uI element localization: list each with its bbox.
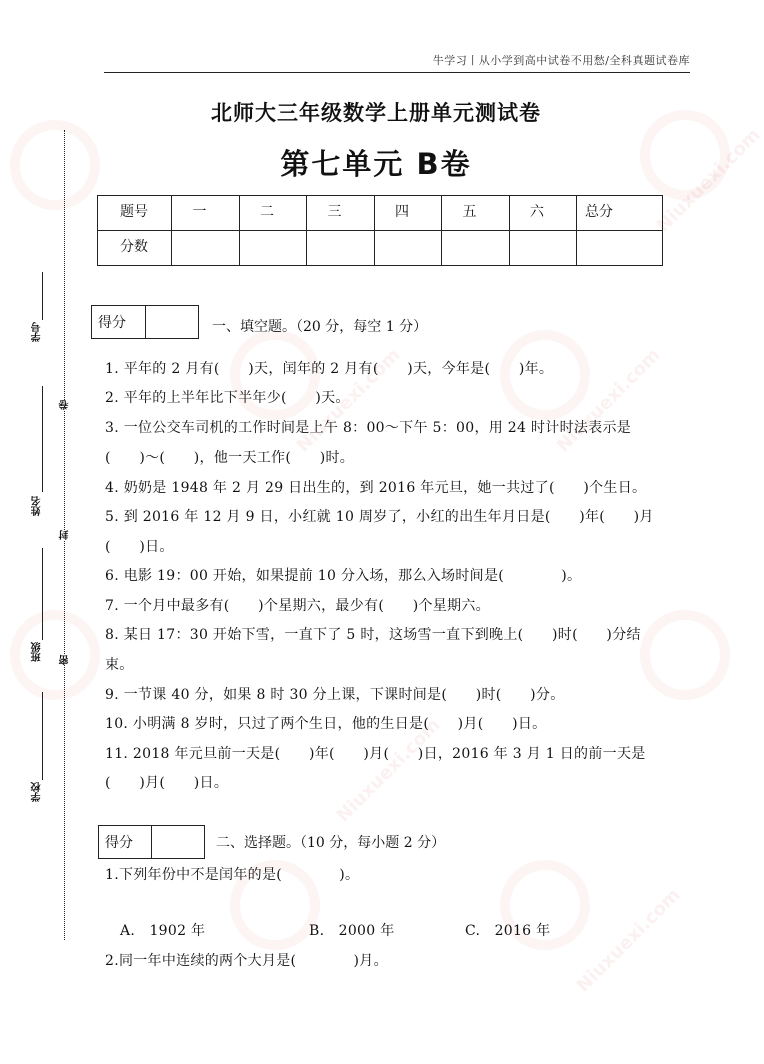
score-box-label: 得分 [99,826,152,858]
score-input-cell[interactable] [510,231,577,266]
watermark-text: Niuxuexi.com [572,884,685,997]
name-field-line[interactable] [42,386,43,492]
score-table-cell: 分数 [98,231,172,266]
score-table-cell: 三 [307,196,375,231]
score-input-cell[interactable] [240,231,307,266]
score-table-cell: 题号 [98,196,172,231]
choice-question: 2.同一年中连续的两个大月是( )月。 [105,953,388,969]
question-line: 2. 平年的上半年比下半年少( )天。 [105,390,350,406]
student-id-field-line[interactable] [42,272,43,320]
question-line: 10. 小明满 8 岁时，只过了两个生日，他的生日是( )月( )日。 [105,716,547,732]
section2-score-box [98,825,205,859]
question-line: 7. 一个月中最多有( )个星期六，最少有( )个星期六。 [105,598,490,614]
class-label: 班级 [32,642,43,662]
choice-option-b[interactable]: B. 2000 年 [309,923,395,939]
score-input-cell[interactable] [577,231,663,266]
watermark-text: Niuxuexi.com [552,344,665,457]
question-line: ( )日。 [105,539,174,555]
watermark-text: Niuxuexi.com [292,344,405,457]
score-table [97,195,663,266]
score-input-cell[interactable] [375,231,442,266]
score-table-cell: 总分 [577,196,663,231]
score-table-header-row [98,196,663,231]
score-box-label: 得分 [92,306,146,338]
question-line: 束。 [105,657,134,673]
score-input-cell[interactable] [172,231,240,266]
header-divider [104,72,690,73]
question-line: 8. 某日 17：30 开始下雪，一直下了 5 时，这场雪一直下到晚上( )时( )分结 [105,627,641,643]
section1-score-box [91,305,199,339]
seal-char-juan: 卷 [60,400,71,410]
score-box-input[interactable] [152,826,204,858]
section2-title: 二、选择题。（10 分，每小题 2 分） [216,835,446,851]
exam-subtitle: 第七单元 B卷 [280,147,472,181]
question-line: ( )～( )，他一天工作( )时。 [105,450,355,466]
score-input-cell[interactable] [307,231,375,266]
question-line: 4. 奶奶是 1948 年 2 月 29 日出生的，到 2016 年元旦，她一共过了( )个生日。 [105,480,647,496]
watermark-logo [640,610,730,700]
exam-title: 北师大三年级数学上册单元测试卷 [211,101,541,125]
question-line: 3. 一位公交车司机的工作时间是上午 8：00～下午 5：00，用 24 时计时法表示是 [105,420,632,436]
score-table-cell: 六 [510,196,577,231]
question-line: 5. 到 2016 年 12 月 9 日，小红就 10 周岁了，小红的出生年月日是( )年( )月 [105,509,654,525]
score-table-score-row [98,231,663,266]
watermark-text: Niuxuexi.com [652,124,764,237]
class-field-line[interactable] [42,548,43,640]
school-label: 学校 [32,782,43,802]
watermark-logo [10,610,100,700]
question-line: ( )月( )日。 [105,775,229,791]
score-box-input[interactable] [146,306,198,338]
school-field-line[interactable] [42,692,43,780]
question-line: 6. 电影 19：00 开始，如果提前 10 分入场，那么入场时间是( )。 [105,568,582,584]
section1-title: 一、填空题。（20 分，每空 1 分） [212,319,428,335]
score-table-cell: 四 [375,196,442,231]
score-table-cell: 五 [442,196,510,231]
question-line: 9. 一节课 40 分，如果 8 时 30 分上课，下课时间是( )时( )分。 [105,687,565,703]
question-line: 1. 平年的 2 月有( )天，闰年的 2 月有( )天，今年是( )年。 [105,361,554,377]
seal-char-feng: 封 [60,530,71,540]
choice-option-c[interactable]: C. 2016 年 [465,923,551,939]
choice-option-a[interactable]: A. 1902 年 [120,923,206,939]
seal-char-mi: 密 [60,655,71,665]
score-table-cell: 二 [240,196,307,231]
header-tagline: 牛学习丨从小学到高中试卷不用愁/全科真题试卷库 [432,54,690,67]
name-label: 姓名 [32,496,43,516]
choice-question: 1.下列年份中不是闰年的是( )。 [105,867,360,883]
score-table-cell: 一 [172,196,240,231]
watermark-text: Niuxuexi.com [332,714,445,827]
student-id-label: 学号 [32,322,43,342]
score-input-cell[interactable] [442,231,510,266]
question-line: 11. 2018 年元旦前一天是( )年( )月( )日，2016 年 3 月 1 日的前一天是 [105,746,646,762]
